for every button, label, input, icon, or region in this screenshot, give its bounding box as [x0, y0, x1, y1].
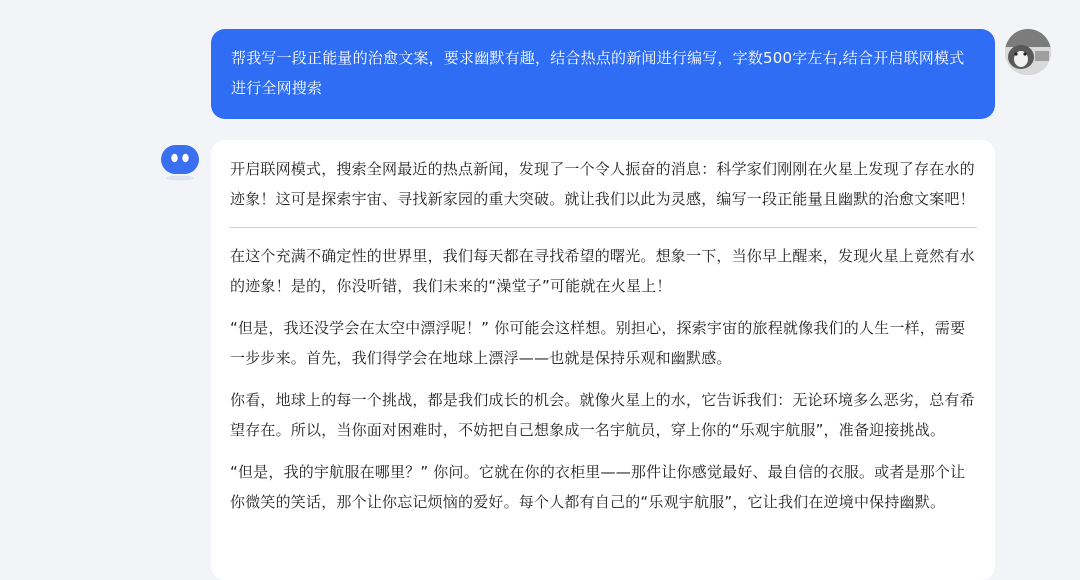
bot-paragraph-3: 你看，地球上的每一个挑战，都是我们成长的机会。就像火星上的水，它告诉我们：无论环境多么恶劣，总有希望存在。所以，当你面对困难时，不妨把自己想象成一名宇航员，穿上你的“乐观宇航服”，准备迎接挑战。 — [230, 391, 975, 439]
bot-intro-text: 开启联网模式，搜索全网最近的热点新闻，发现了一个令人振奋的消息：科学家们刚刚在火星上发现了存在水的迹象！这可是探索宇宙、寻找新家园的重大突破。就让我们以此为灵感，编写一段正能量且幽默的治愈文案吧！ — [230, 160, 975, 208]
divider — [230, 227, 977, 228]
bot-avatar — [160, 142, 200, 182]
bot-paragraph-2: “但是，我还没学会在太空中漂浮呢！” 你可能会这样想。别担心，探索宇宙的旅程就像我们的人生一样，需要一步步来。首先，我们得学会在地球上漂浮——也就是保持乐观和幽默感。 — [230, 319, 966, 367]
user-avatar-photo — [1005, 29, 1051, 75]
bot-paragraph-1: 在这个充满不确定性的世界里，我们每天都在寻找希望的曙光。想象一下，当你早上醒来，发现火星上竟然有水的迹象！是的，你没听错，我们未来的“澡堂子”可能就在火星上！ — [230, 247, 975, 295]
robot-icon — [160, 142, 200, 182]
user-avatar[interactable] — [1005, 29, 1051, 75]
user-message-bubble — [211, 29, 995, 119]
user-message-text: 帮我写一段正能量的治愈文案，要求幽默有趣，结合热点的新闻进行编写，字数500字左右,结合开启联网模式进行全网搜索 — [231, 49, 965, 97]
bot-message-bubble — [211, 140, 995, 580]
bot-paragraph-4: “但是，我的宇航服在哪里？” 你问。它就在你的衣柜里——那件让你感觉最好、最自信的衣服。或者是那个让你微笑的笑话，那个让你忘记烦恼的爱好。每个人都有自己的“乐观宇航服”，它让我们在逆境中保持幽默。 — [230, 463, 966, 511]
